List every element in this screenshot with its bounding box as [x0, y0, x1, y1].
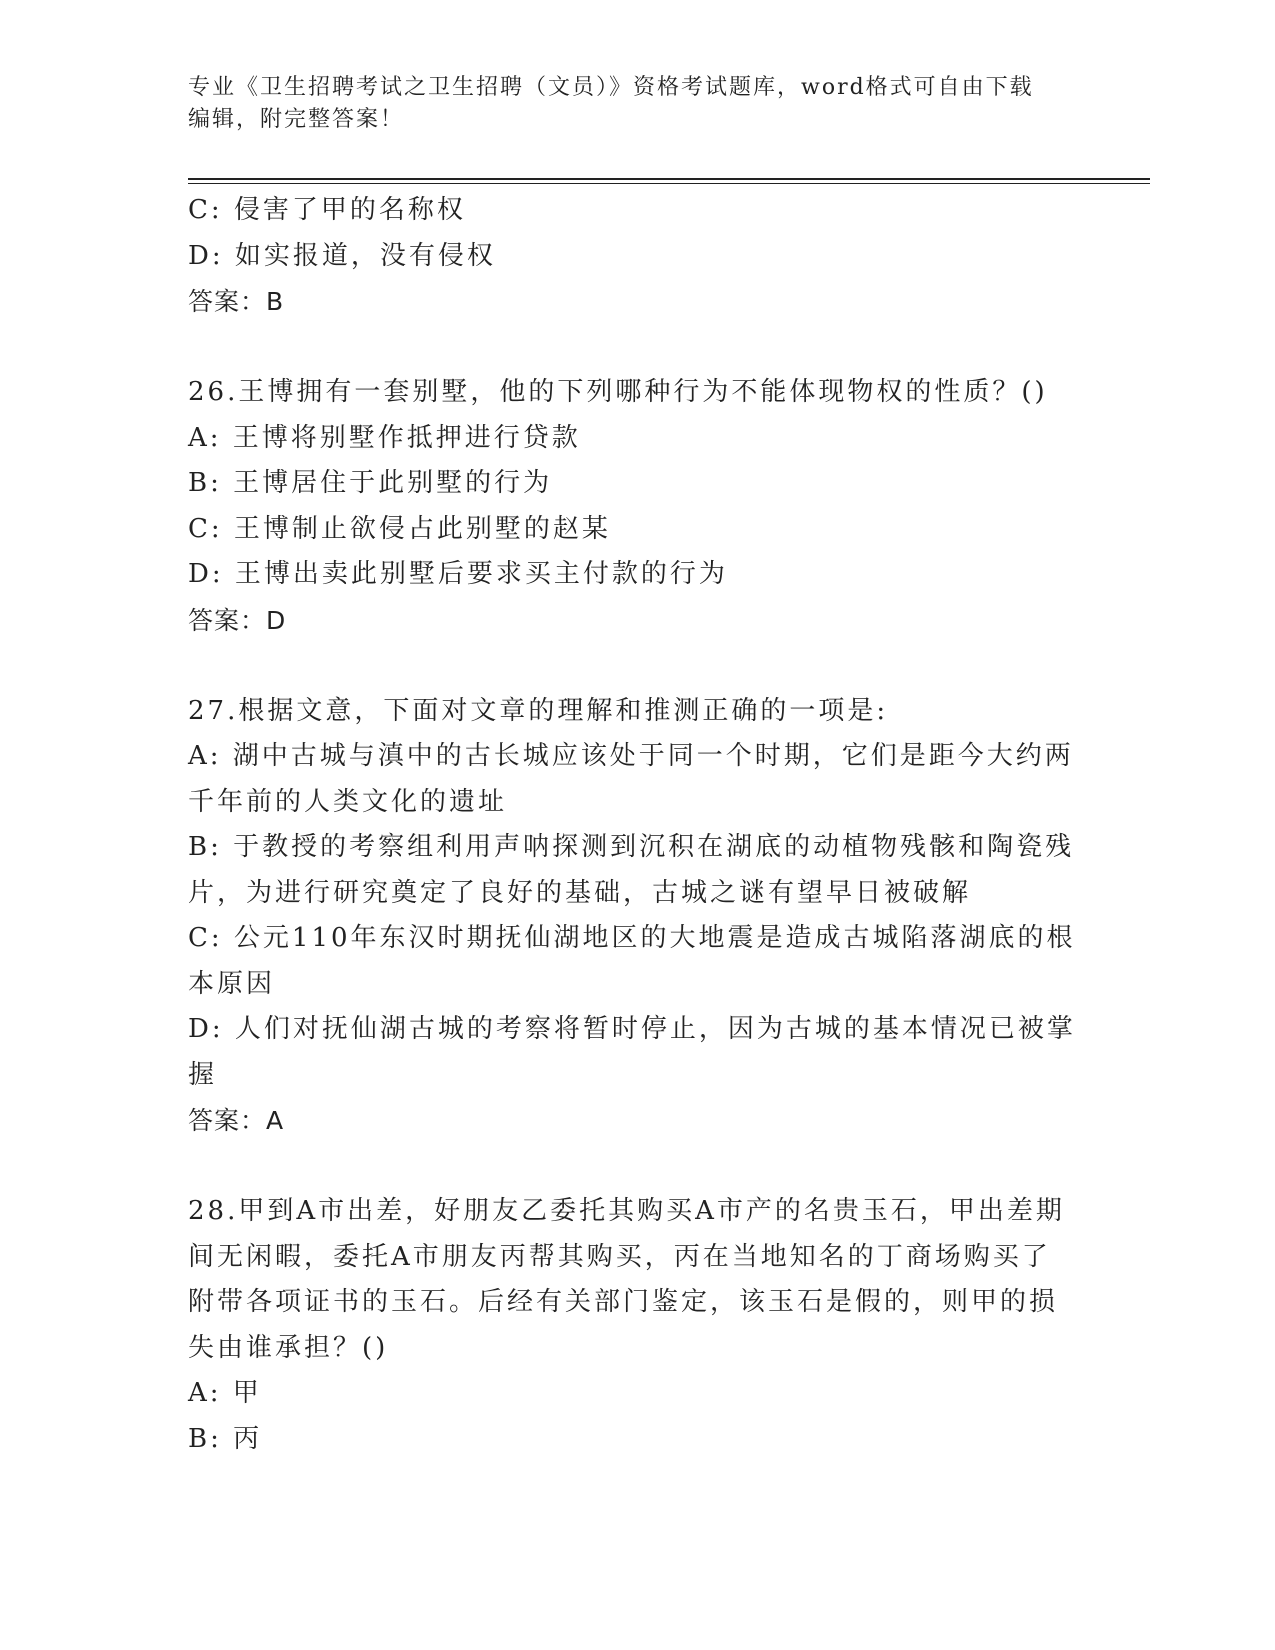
option-c: C: 公元110年东汉时期抚仙湖地区的大地震是造成古城陷落湖底的根 — [188, 923, 1076, 953]
spacer — [188, 1144, 1088, 1190]
answer-label: 答案：B — [188, 287, 285, 316]
option-d-continued: 握 — [188, 1059, 218, 1090]
spacer — [188, 325, 1088, 371]
answer-label: 答案：D — [188, 605, 287, 635]
option-a: A: 湖中古城与滇中的古长城应该处于同一个时期，它们是距今大约两 — [188, 741, 1074, 771]
question-stem-continued: 间无闲暇，委托A市朋友丙帮其购买，丙在当地知名的丁商场购买了 — [188, 1241, 1051, 1272]
question-26 — [188, 370, 1088, 643]
question-27 — [188, 689, 1088, 1144]
answer-label: 答案：A — [188, 1106, 285, 1135]
option-a: A: 甲 — [188, 1378, 262, 1408]
header-rule-thin — [188, 183, 1150, 184]
option-a-continued: 千年前的人类文化的遗址 — [188, 786, 508, 817]
option-a: A: 王博将别墅作抵押进行贷款 — [188, 422, 581, 453]
option-d: D: 王博出卖此别墅后要求买主付款的行为 — [188, 559, 728, 589]
question-content — [188, 188, 1088, 1462]
option-b-continued: 片，为进行研究奠定了良好的基础，古城之谜有望早日被破解 — [188, 877, 972, 908]
option-c: C: 王博制止欲侵占此别墅的赵某 — [188, 513, 611, 544]
option-b: B: 丙 — [188, 1423, 263, 1454]
question-stem: 26.王博拥有一套别墅，他的下列哪种行为不能体现物权的性质？() — [188, 377, 1048, 407]
option-b: B: 王博居住于此别墅的行为 — [188, 468, 553, 498]
question-stem-continued: 附带各项证书的玉石。后经有关部门鉴定，该玉石是假的，则甲的损 — [188, 1287, 1059, 1317]
option-b: B: 于教授的考察组利用声呐探测到沉积在湖底的动植物残骸和陶瓷残 — [188, 832, 1075, 862]
option-c-continued: 本原因 — [188, 968, 276, 999]
question-stem-continued: 失由谁承担？() — [188, 1332, 389, 1363]
header-line-1: 专业《卫生招聘考试之卫生招聘（文员）》资格考试题库，word格式可自由下载 — [188, 75, 1034, 100]
question-stem: 27.根据文意，下面对文章的理解和推测正确的一项是: — [188, 695, 889, 726]
option-d: D: 如实报道，没有侵权 — [188, 240, 496, 271]
header-rule-thick — [188, 178, 1150, 180]
page-header — [188, 72, 1068, 136]
spacer — [188, 643, 1088, 689]
question-stem: 28.甲到A市出差，好朋友乙委托其购买A市产的名贵玉石，甲出差期 — [188, 1196, 1065, 1226]
option-d: D: 人们对抚仙湖古城的考察将暂时停止，因为古城的基本情况已被掌 — [188, 1014, 1076, 1044]
question-25-continued — [188, 188, 1088, 325]
header-line-2: 编辑，附完整答案！ — [188, 107, 405, 132]
option-c: C: 侵害了甲的名称权 — [188, 195, 466, 225]
question-28 — [188, 1189, 1088, 1462]
